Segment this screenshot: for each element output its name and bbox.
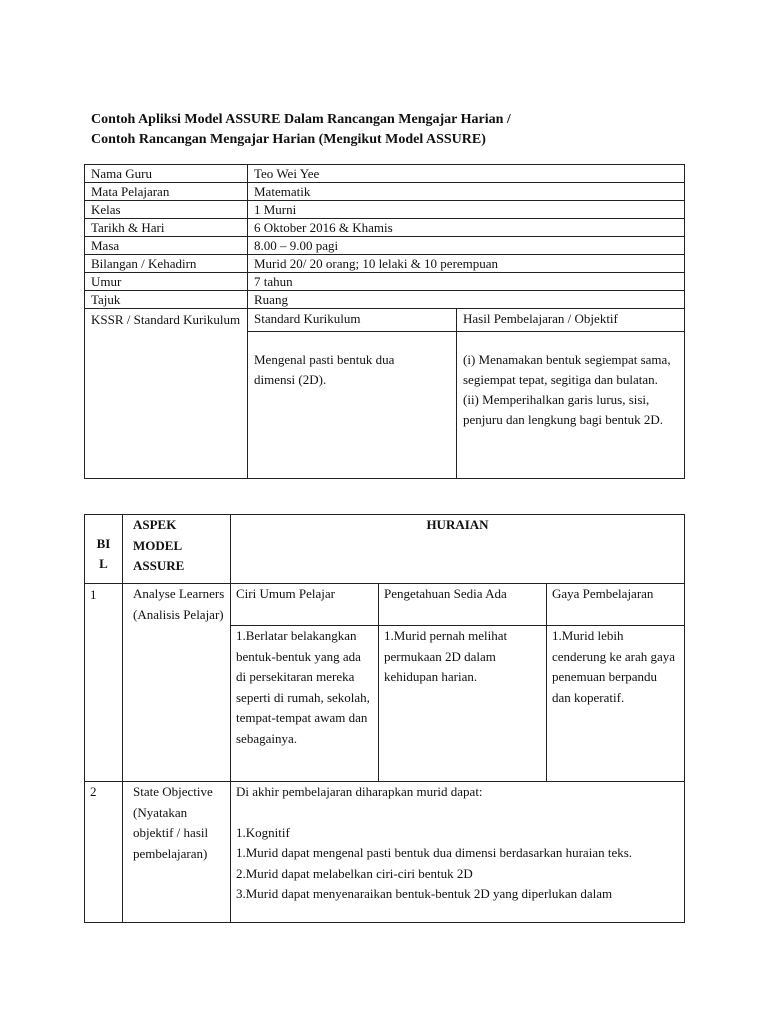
info-label: Kelas: [85, 201, 248, 219]
objective-sub: 1.Kognitif: [236, 824, 290, 840]
objective-intro: Di akhir pembelajaran diharapkan murid dapat:: [236, 784, 483, 799]
info-value: 1 Murni: [248, 201, 685, 219]
hasil-pembelajaran-body: [457, 332, 685, 479]
standard-kurikulum-body: [248, 332, 457, 479]
info-label: Bilangan / Kehadirn: [85, 255, 248, 273]
info-row: [85, 201, 685, 219]
title-line-1: Contoh Apliksi Model ASSURE Dalam Rancangan Mengajar Harian /: [91, 112, 511, 127]
hp-item-1: (i) Menamakan bentuk segiempat sama, segiempat tepat, segitiga dan bulatan.: [463, 352, 671, 387]
info-row: [85, 237, 685, 255]
info-row: [85, 273, 685, 291]
row-2-aspek: State Objective (Nyatakan objektif / hasil pembelajaran): [123, 782, 231, 923]
info-value: 7 tahun: [248, 273, 685, 291]
info-label: Umur: [85, 273, 248, 291]
kssr-header-row: [85, 309, 685, 332]
objective-item: 1.Murid dapat mengenal pasti bentuk dua dimensi berdasarkan huraian teks.: [236, 845, 633, 860]
aspek-header: ASPEK MODEL ASSURE: [123, 515, 231, 584]
assure-table: [84, 514, 685, 923]
info-row: [85, 219, 685, 237]
info-row: [85, 255, 685, 273]
info-value: Matematik: [248, 183, 685, 201]
row-1-aspek: Analyse Learners (Analisis Pelajar): [123, 584, 231, 782]
ciri-umum-body: 1.Berlatar belakangkan bentuk-bentuk yang ada di persekitaran mereka seperti di rumah, sekolah, tempat-tempat awam dan sebagainya.: [231, 626, 379, 782]
objective-item: 2.Murid dapat melabelkan ciri-ciri bentuk 2D: [236, 865, 473, 881]
bil-header: BIL: [85, 515, 123, 584]
huraian-header: HURAIAN: [231, 515, 685, 584]
info-row: [85, 291, 685, 309]
page-title: [91, 110, 711, 150]
info-row: [85, 165, 685, 183]
info-value: 6 Oktober 2016 & Khamis: [248, 219, 685, 237]
info-label: Mata Pelajaran: [85, 183, 248, 201]
standard-kurikulum-header: Standard Kurikulum: [248, 309, 457, 332]
ciri-umum-header: Ciri Umum Pelajar: [231, 584, 379, 626]
sk-text: Mengenal pasti bentuk dua dimensi (2D).: [254, 352, 395, 387]
row-2-bil: 2: [85, 782, 123, 923]
title-line-2: Contoh Rancangan Mengajar Harian (Mengikut Model ASSURE): [91, 132, 486, 147]
info-label: Masa: [85, 237, 248, 255]
info-label: Nama Guru: [85, 165, 248, 183]
gaya-body: 1.Murid lebih cenderung ke arah gaya penemuan berpandu dan koperatif.: [547, 626, 685, 782]
info-value: Teo Wei Yee: [248, 165, 685, 183]
kssr-label: KSSR / Standard Kurikulum: [85, 309, 248, 479]
info-label: Tajuk: [85, 291, 248, 309]
hasil-pembelajaran-header: Hasil Pembelajaran / Objektif: [457, 309, 685, 332]
objective-item: 3.Murid dapat menyenaraikan bentuk-bentuk 2D yang diperlukan dalam: [236, 886, 613, 901]
lesson-info-table: [84, 164, 685, 479]
info-label: Tarikh & Hari: [85, 219, 248, 237]
objective-cell: [231, 782, 685, 923]
info-value: Murid 20/ 20 orang; 10 lelaki & 10 perempuan: [248, 255, 685, 273]
assure-header-row: [85, 515, 685, 584]
hp-item-2: (ii) Memperihalkan garis lurus, sisi, penjuru dan lengkung bagi bentuk 2D.: [463, 392, 664, 427]
info-row: [85, 183, 685, 201]
pengetahuan-body: 1.Murid pernah melihat permukaan 2D dalam kehidupan harian.: [379, 626, 547, 782]
assure-row-1-head: [85, 584, 685, 626]
row-1-bil: 1: [85, 584, 123, 782]
gaya-header: Gaya Pembelajaran: [547, 584, 685, 626]
pengetahuan-header: Pengetahuan Sedia Ada: [379, 584, 547, 626]
info-value: 8.00 – 9.00 pagi: [248, 237, 685, 255]
info-value: Ruang: [248, 291, 685, 309]
assure-row-2: [85, 782, 685, 923]
